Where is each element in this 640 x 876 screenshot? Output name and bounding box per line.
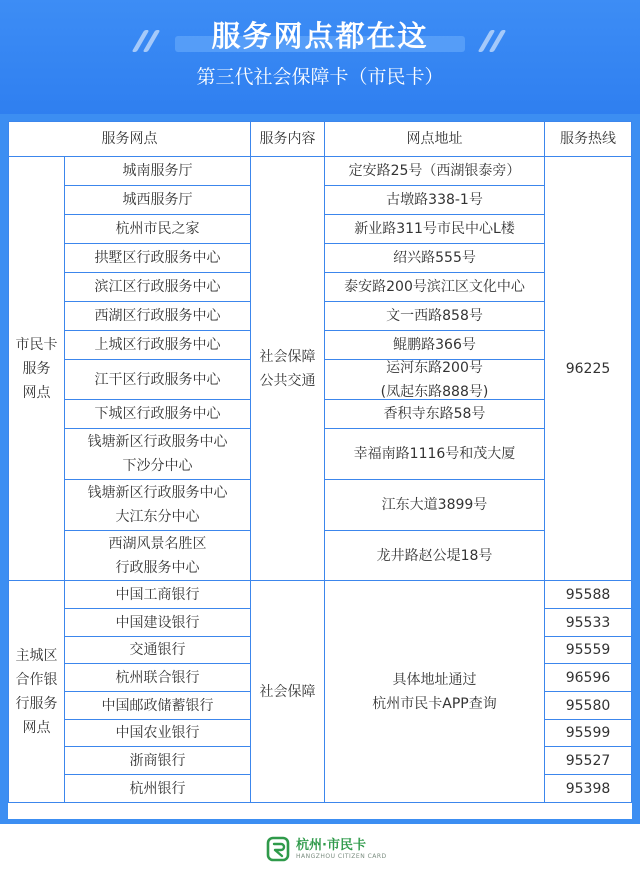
service-point-name: 江干区行政服务中心 [64, 359, 251, 400]
service-point-address: 绍兴路555号 [324, 243, 545, 273]
group-label-partner-banks: 主城区 合作银 行服务 网点 [8, 580, 65, 803]
bank-hotline: 96596 [544, 663, 632, 692]
header-address: 网点地址 [324, 121, 545, 157]
service-content-partner-banks: 社会保障 [250, 580, 325, 803]
page-title: 服务网点都在这 [211, 19, 429, 53]
service-point-address: 江东大道3899号 [324, 479, 545, 531]
citizen-card-logo-icon [266, 836, 290, 862]
service-point-address: 香积寺东路58号 [324, 399, 545, 429]
hotline-citizen-card: 96225 [544, 156, 632, 581]
service-table [8, 121, 632, 819]
header-service-point: 服务网点 [8, 121, 251, 157]
bank-name: 中国农业银行 [64, 719, 251, 747]
header-hotline: 服务热线 [544, 121, 632, 157]
service-point-name: 城南服务厅 [64, 156, 251, 186]
citizen-card-logo [266, 836, 387, 862]
bank-name: 杭州银行 [64, 774, 251, 803]
service-point-address: 古墩路338-1号 [324, 185, 545, 215]
logo-english-text: HANGZHOU CITIZEN CARD [296, 852, 387, 860]
bank-name: 中国工商银行 [64, 580, 251, 609]
service-content-citizen-card: 社会保障 公共交通 [250, 156, 325, 581]
service-point-address: 龙井路赵公堤18号 [324, 530, 545, 581]
service-point-address: 幸福南路1116号和茂大厦 [324, 428, 545, 480]
bank-hotline: 95527 [544, 746, 632, 775]
service-table-frame [0, 114, 640, 824]
bank-hotline: 95599 [544, 719, 632, 747]
bank-name: 交通银行 [64, 636, 251, 664]
bank-name: 中国邮政储蓄银行 [64, 691, 251, 720]
bank-hotline: 95398 [544, 774, 632, 803]
service-point-address: 新业路311号市民中心L楼 [324, 214, 545, 244]
service-point-address: 运河东路200号 (凤起东路888号) [324, 359, 545, 400]
logo-chinese-text: 杭州·市民卡 [296, 837, 366, 853]
service-point-name: 上城区行政服务中心 [64, 330, 251, 360]
header-banner [0, 0, 640, 114]
bank-name: 中国建设银行 [64, 608, 251, 637]
partner-banks-address: 具体地址通过 杭州市民卡APP查询 [324, 580, 545, 803]
service-point-name: 滨江区行政服务中心 [64, 272, 251, 302]
service-point-name: 下城区行政服务中心 [64, 399, 251, 429]
service-point-address: 文一西路858号 [324, 301, 545, 331]
page-subtitle: 第三代社会保障卡（市民卡） [196, 66, 444, 88]
service-point-name: 杭州市民之家 [64, 214, 251, 244]
group-label-citizen-card: 市民卡 服务 网点 [8, 156, 65, 581]
bank-hotline: 95580 [544, 691, 632, 720]
bank-hotline: 95588 [544, 580, 632, 609]
service-point-address: 鲲鹏路366号 [324, 330, 545, 360]
service-point-address: 泰安路200号滨江区文化中心 [324, 272, 545, 302]
bank-name: 浙商银行 [64, 746, 251, 775]
bank-name: 杭州联合银行 [64, 663, 251, 692]
bank-hotline: 95559 [544, 636, 632, 664]
header-service-content: 服务内容 [250, 121, 325, 157]
service-point-name: 城西服务厅 [64, 185, 251, 215]
bank-hotline: 95533 [544, 608, 632, 637]
service-point-address: 定安路25号（西湖银泰旁） [324, 156, 545, 186]
service-point-name: 钱塘新区行政服务中心 下沙分中心 [64, 428, 251, 480]
service-point-name: 西湖风景名胜区 行政服务中心 [64, 530, 251, 581]
service-point-name: 西湖区行政服务中心 [64, 301, 251, 331]
service-point-name: 钱塘新区行政服务中心 大江东分中心 [64, 479, 251, 531]
service-point-name: 拱墅区行政服务中心 [64, 243, 251, 273]
footer [0, 824, 640, 876]
